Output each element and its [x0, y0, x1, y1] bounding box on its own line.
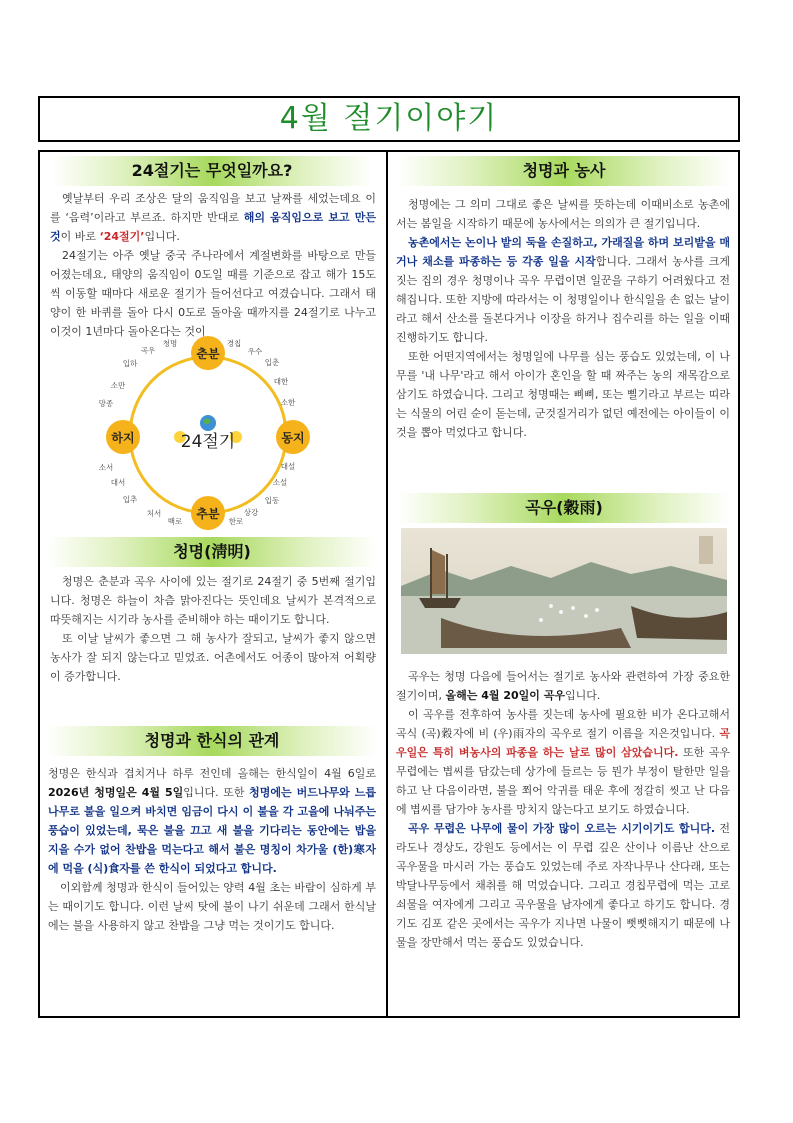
heading-cheongmyeong: 청명(淸明): [47, 537, 377, 567]
svg-text:입동: 입동: [264, 496, 280, 505]
svg-text:대서: 대서: [110, 478, 126, 487]
svg-text:망종: 망종: [98, 399, 114, 408]
svg-text:곡우: 곡우: [140, 346, 156, 355]
svg-text:소서: 소서: [98, 463, 114, 472]
major-term-summer-solstice: [106, 420, 140, 454]
gogu-paragraph-3: 곡우 무렵은 나무에 물이 가장 많이 오르는 시기이기도 합니다. 전라도나 경상도, 강원도 등에서는 이 무렵 깊은 산이나 이름난 산으로 곡우물을 마시러 가는 풍습도 있었는데 주로 자작나무나 산다래, 또는 박달나무등에서 채취를 해 먹었습니다. 그리고 경칩무렵에 먹는 고로쇠물을 여자에게 그리고 곡우물을 남자에게 좋다고 하기도 합니다. 경기도 김포 같은 곳에서는 곡우가 지나면 나물이 뻣뻣해지기 때문에 나물을 장만해서 먹는 풍습도 있었습니다.: [396, 822, 730, 949]
svg-text:추분: 추분: [196, 507, 220, 521]
svg-text:소설: 소설: [272, 478, 288, 487]
svg-text:동지: 동지: [281, 431, 305, 445]
gogu-paragraph-2: 이 곡우를 전후하여 농사를 짓는데 농사에 필요한 비가 온다고해서 곡식 (곡)穀자에 비 (우)雨자의 곡우로 절기 이름을 지은것입니다. 곡우일은 특히 벼농사의 파종을 하는 날로 많이 삼았습니다. 또한 곡우 무렵에는 볍씨를 담갔는데 상가에 들르는 등 뭔가 부정이 탈한만 일을 하고 난 다음이라면, 불을 쬐어 악귀를 태운 후에 정갈히 씻고 난 다음에 볍씨를 담가야 농사를 망치지 않는다고 보기도 하였습니다.: [396, 708, 730, 816]
svg-text:청명: 청명: [162, 339, 178, 348]
calligraphy-seal: [699, 536, 713, 564]
heading-gogu: 곡우(穀雨): [397, 493, 731, 523]
earth-icon: [200, 415, 216, 431]
svg-text:하지: 하지: [111, 431, 135, 445]
hansik-paragraph-2: 이외함께 청명과 한식이 들어있는 양력 4월 초는 바람이 심하게 부는 때이기도 합니다. 이런 날씨 탓에 불이 나기 쉬운데 그래서 한식날에는 불을 사용하지 않고 찬밥을 그냥 먹는 것이기도 합니다.: [48, 881, 376, 932]
cheongmyeong-paragraph-2: 또 이날 날씨가 좋으면 그 해 농사가 잘되고, 날씨가 좋지 않으면 농사가 잘 되지 않는다고 믿었죠. 어촌에서도 어종이 많아져 어획량이 증가합니다.: [50, 632, 376, 683]
diagram-center-label: 24절기: [180, 432, 236, 452]
svg-text:대설: 대설: [280, 462, 296, 471]
farming-paragraph-1: 청명에는 그 의미 그대로 좋은 날씨를 뜻하는데 이때비소로 농촌에서는 봄일을 시작하기 때문에 농사에서는 의의가 큰 절기입니다.: [396, 198, 730, 230]
svg-text:경칩: 경칩: [226, 339, 242, 348]
major-term-winter-solstice: [276, 420, 310, 454]
svg-text:한로: 한로: [228, 517, 244, 526]
cheongmyeong-paragraphs: [50, 572, 376, 686]
heading-cheongmyeong-farming: 청명과 농사: [397, 156, 731, 186]
major-term-autumn-equinox: [191, 496, 225, 530]
svg-text:대한: 대한: [273, 377, 289, 386]
heading-cheongmyeong-hansik: 청명과 한식의 관계: [47, 726, 377, 756]
fishing-painting-image: [401, 528, 727, 654]
intro-paragraph-2: 24절기는 아주 옛날 중국 주나라에서 계절변화를 바탕으로 만들어졌는데요, 태양의 움직임이 0도일 때를 기준으로 잡고 해가 15도씩 이동할 때마다 새로운 절기가 들어선다고 여겼습니다. 그래서 태양이 한 바퀴를 돌아 다시 0도로 돌아올 때까지를 24절기로 나누고 이것이 1년마다 돌아온다는 것이: [50, 249, 376, 338]
svg-text:소한: 소한: [280, 398, 296, 407]
major-term-spring-equinox: [191, 336, 225, 370]
hansik-paragraphs: [48, 764, 376, 935]
gogu-paragraph-1: 곡우는 청명 다음에 들어서는 절기로 농사와 관련하여 가장 중요한 절기이며, 올해는 4월 20일이 곡우입니다.: [396, 670, 730, 702]
cheongmyeong-paragraph-1: 청명은 춘분과 곡우 사이에 있는 절기로 24절기 중 5번째 절기입니다. 청명은 하늘이 차츰 맑아진다는 뜻인데요 날씨가 본격적으로 따뜻해지는 시기라 농사를 준비해야 하는 때이기도 합니다.: [50, 575, 376, 626]
svg-text:처서: 처서: [146, 509, 162, 518]
svg-text:우수: 우수: [247, 347, 263, 356]
intro-paragraph-1: 옛날부터 우리 조상은 달의 움직임을 보고 날짜를 세었는데요 이를 ‘음력’이라고 부르죠. 하지만 반대로 해의 움직임으로 보고 만든 것이 바로 ‘24절기’입니다.: [50, 192, 376, 243]
svg-text:상강: 상강: [243, 508, 259, 517]
heading-24-solar-terms: 24절기는 무엇일까요?: [52, 156, 372, 186]
column-divider: [386, 150, 388, 1018]
svg-text:춘분: 춘분: [196, 347, 220, 361]
hansik-paragraph-1: 청명은 한식과 겹치거나 하루 전인데 올해는 한식일이 4월 6일로 2026년 청명일은 4월 5일입니다. 또한 청명에는 버드나무와 느릅나무로 불을 일으켜 바치면 임금이 다시 이 불을 각 고을에 나눠주는 풍습이 있었는데, 묵은 불을 끄고 새 불을 기다리는 동안에는 밥을 지을 수가 없어 찬밥을 먹는다고 해서 불은 명칭이 차가울 (한)寒자에 먹을 (식)食자를 쓴 한식이 되었다고 합니다.: [48, 767, 377, 875]
svg-text:입추: 입추: [122, 495, 138, 504]
farming-paragraph-3: 또한 어떤지역에서는 청명일에 나무를 심는 풍습도 있었는데, 이 나무를 '내 나무'라고 해서 아이가 혼인을 할 때 짜주는 농의 재목감으로 삼기도 하였습니다. 그리고 청명때는 삐삐, 또는 삘기라고 부르는 띠라는 식물의 어린 순이 돋는데, 군것질거리가 없던 예전에는 아이들이 이것을 뽑아 먹었다고 합니다.: [396, 350, 730, 439]
page-title: 4월 절기이야기: [279, 101, 499, 136]
gogu-paragraphs: [396, 667, 730, 952]
svg-text:입하: 입하: [122, 359, 138, 368]
svg-text:소만: 소만: [110, 381, 126, 390]
intro-paragraphs: [50, 189, 376, 341]
solar-terms-diagram: [88, 333, 328, 531]
page-title-box: [38, 96, 740, 142]
svg-text:입춘: 입춘: [264, 358, 280, 367]
farming-paragraph-2: 농촌에서는 논이나 밭의 둑을 손질하고, 가래질을 하며 보리밭을 매거나 채소를 파종하는 등 각종 일을 시작합니다. 그래서 농사를 크게 짓는 집의 경우 청명이나 곡우 무렵이면 일꾼을 구하기 어려웠다고 전해집니다. 또한 지방에 따라서는 이 청명일이나 한식일을 손 없는 날이라고 해서 산소를 돌본다거나 이장을 하거나 집수리를 하는 일을 이때 진행하기도 합니다.: [396, 236, 730, 344]
svg-text:백로: 백로: [167, 517, 183, 526]
farming-paragraphs: [396, 195, 730, 442]
